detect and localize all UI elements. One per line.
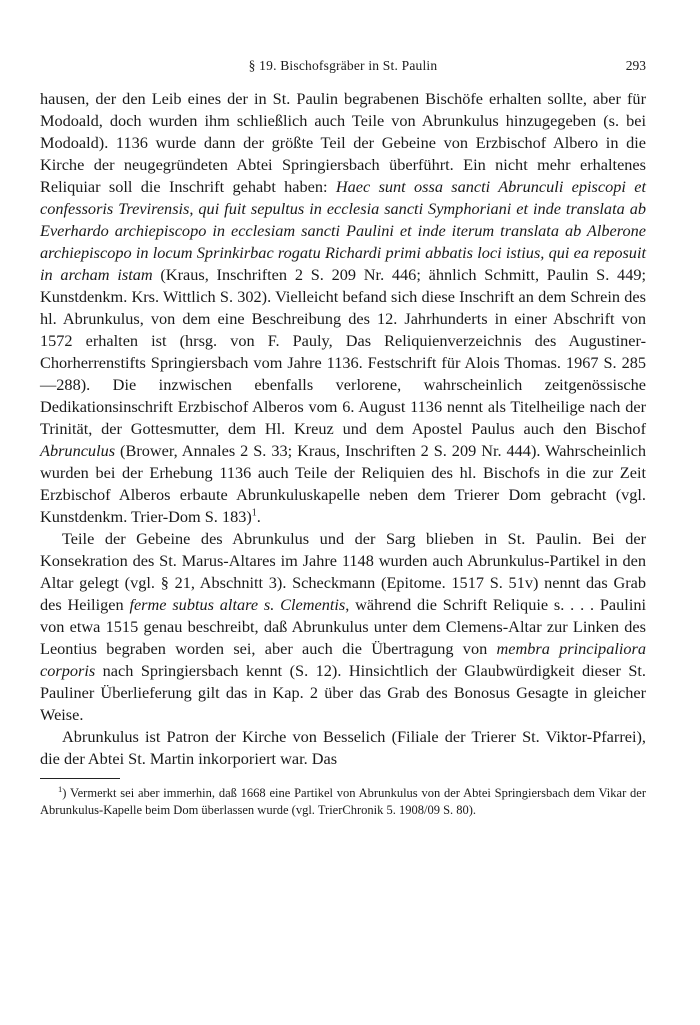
footnote-divider xyxy=(40,778,120,779)
text-run: Abrunkulus ist Patron der Kirche von Besselich (Filiale der Trierer St. Viktor-Pfarrei), die der Abtei St. Martin inkorporiert war. Das xyxy=(40,727,646,768)
italic-text: membra principaliora corporis xyxy=(40,639,646,680)
footnote xyxy=(40,785,646,819)
text-run: nach Springiersbach kennt (S. 12). Hinsichtlich der Glaubwürdigkeit dieser St. Pauliner Überlieferung gilt das in Kap. 2 über das Grab des Bonosus Gesagte in gleicher Weise. xyxy=(40,661,646,724)
italic-text: Haec sunt ossa sancti Abrunculi episcopi et confessoris Trevirensis, qui fuit sepultus in ecclesia sancti Symphoriani et inde translata ab Everhardo archiepiscopo in ecclesiam sancti Paulini et inde iterum translata ab Alberone archiepiscopo in locum Sprinkirbac rogatu Richardi primi abbatis loci istius, qui ea reposuit in archam istam xyxy=(40,177,646,284)
italic-text: Abrunculus xyxy=(40,441,116,460)
text-run: (Brower, Annales 2 S. 33; Kraus, Inschriften 2 S. 209 Nr. 444). Wahrscheinlich wurden bei der Erhebung 1136 auch Teile der Reliquien des hl. Bischofs in die zur Zeit Erzbischof Alberos erbaute Abrunkuluskapelle neben dem Trierer Dom gebracht (vgl. Kunstdenkm. Trier-Dom S. 183) xyxy=(40,441,646,526)
text-run: (Kraus, Inschriften 2 S. 209 Nr. 446; ähnlich Schmitt, Paulin S. 449; Kunstdenkm. Krs. Wittlich S. 302). Vielleicht befand sich diese Inschrift an dem Schrein des hl. Abrunkulus, von dem eine Beschreibung des 12. Jahrhunderts in einer Abschrift von 1572 erhalten ist (hrsg. von F. Pauly, Das Reliquienverzeichnis des Augustiner-Chorherrenstifts Springiersbach vom Jahre 1136. Festschrift für Alois Thomas. 1967 S. 285—288). Die inzwischen ebenfalls verlorene, wahrscheinlich zeitgenössische Dedikationsinschrift Erzbischof Alberos vom 6. August 1136 nennt als Titelheilige nach der Trinität, der Gottesmutter, dem Hl. Kreuz und dem Apostel Paulus auch den Bischof xyxy=(40,265,646,438)
text-run: . xyxy=(256,507,261,526)
footnote-text: ) Vermerkt sei aber immerhin, daß 1668 eine Partikel von Abrunkulus von der Abtei Springiersbach dem Vikar der Abrunkulus-Kapelle beim Dom überlassen wurde (vgl. TrierChronik 5. 1908/09 S. 80). xyxy=(40,786,646,817)
page xyxy=(40,58,646,819)
text-run: hausen, der den Leib eines der in St. Paulin begrabenen Bischöfe erhalten sollte, aber für Modoald, doch wurden ihm schließlich auch Teile von Abrunkulus hinzugegeben (s. bei Modoald). 1136 wurde dann der größte Teil der Gebeine von Erzbischof Albero in die Kirche der neugegründeten Abtei Springiersbach überführt. Ein nicht mehr erhaltenes Reliquiar soll die Inschrift gehabt haben: xyxy=(40,89,646,196)
paragraph xyxy=(40,528,646,726)
footnote-mark: 1 xyxy=(58,783,63,794)
italic-text: ferme subtus altare s. Clementis xyxy=(129,595,346,614)
body-text xyxy=(40,88,646,770)
footnote-reference: 1 xyxy=(251,507,257,519)
paragraph xyxy=(40,88,646,528)
running-head-title: § 19. Bischofsgräber in St. Paulin xyxy=(248,58,438,73)
footnotes xyxy=(40,785,646,819)
text-run: Teile der Gebeine des Abrunkulus und der Sarg blieben in St. Paulin. Bei der Konsekration des St. Marus-Altares im Jahre 1148 wurden auch Abrunkulus-Partikel in den Altar gelegt (vgl. § 21, Abschnitt 3). Scheckmann (Epitome. 1517 S. 51v) nennt das Grab des Heiligen xyxy=(40,529,646,614)
running-head xyxy=(40,58,646,80)
text-run: , während die Schrift Reliquie s. . . . Paulini von etwa 1515 genau beschreibt, daß Abrunkulus unter dem Clemens-Altar zur Linken des Leontius begraben worden sei, aber auch die Übertragung von xyxy=(40,595,647,658)
paragraph xyxy=(40,726,646,770)
page-number: 293 xyxy=(625,58,646,73)
